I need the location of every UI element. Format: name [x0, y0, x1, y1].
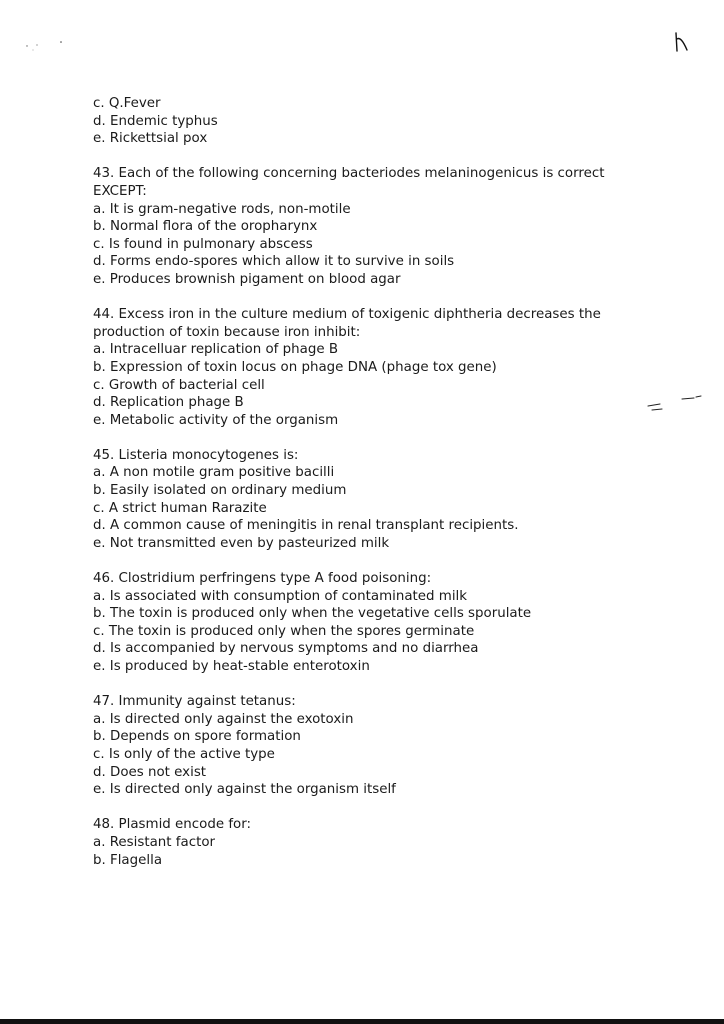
margin-dash-marks — [646, 392, 702, 414]
option-line: a. Is directed only against the exotoxin — [93, 711, 354, 727]
question-stem: 48. Plasmid encode for: — [93, 817, 252, 833]
option-line: d. Replication phage B — [93, 395, 244, 411]
intro-options — [93, 95, 693, 148]
option-line: c. Growth of bacterial cell — [93, 377, 265, 393]
option-line: d. Does not exist — [93, 764, 207, 780]
scan-specks — [24, 38, 68, 52]
question-47 — [93, 693, 693, 799]
option-line: e. Produces brownish pigament on blood agar — [93, 271, 401, 287]
question-stem: EXCEPT: — [93, 183, 147, 199]
option-line: d. A common cause of meningitis in renal transplant recipients. — [93, 518, 519, 534]
option-line: b. The toxin is produced only when the vegetative cells sporulate — [93, 606, 532, 622]
question-stem: 46. Clostridium perfringens type A food poisoning: — [93, 571, 432, 587]
question-stem: 43. Each of the following concerning bacteriodes melaninogenicus is correct — [93, 166, 605, 182]
option-line: a. Intracelluar replication of phage B — [93, 342, 339, 358]
option-line: b. Normal flora of the oropharynx — [93, 219, 318, 235]
option-line: b. Expression of toxin locus on phage DNA (phage tox gene) — [93, 359, 497, 375]
option-line: a. A non motile gram positive bacilli — [93, 465, 335, 481]
option-line: c. Is found in pulmonary abscess — [93, 236, 313, 252]
option-line: e. Is produced by heat-stable enterotoxin — [93, 659, 370, 674]
option-line: b. Flagella — [93, 852, 163, 868]
option-line: e. Metabolic activity of the organism — [93, 412, 339, 428]
handwritten-mark-icon — [672, 32, 690, 52]
question-43 — [93, 165, 693, 288]
question-44 — [93, 306, 693, 429]
option-line: c. Q.Fever — [93, 96, 161, 111]
option-line: e. Not transmitted even by pasteurized milk — [93, 535, 390, 551]
question-45 — [93, 447, 693, 553]
scan-bottom-edge — [0, 1019, 724, 1024]
option-line: d. Endemic typhus — [93, 113, 218, 129]
option-line: d. Is accompanied by nervous symptoms and no diarrhea — [93, 641, 479, 657]
option-line: a. It is gram-negative rods, non-motile — [93, 201, 351, 217]
option-line: c. A strict human Rarazite — [93, 500, 267, 516]
option-line: c. The toxin is produced only when the spores germinate — [93, 623, 475, 639]
question-stem: 44. Excess iron in the culture medium of toxigenic diphtheria decreases the — [93, 307, 601, 323]
option-line: a. Is associated with consumption of contaminated milk — [93, 588, 468, 604]
exam-content — [93, 95, 693, 887]
question-stem: 45. Listeria monocytogenes is: — [93, 447, 299, 463]
question-stem: 47. Immunity against tetanus: — [93, 694, 296, 710]
question-46 — [93, 570, 693, 676]
question-48 — [93, 816, 693, 869]
question-stem: production of toxin because iron inhibit: — [93, 324, 361, 340]
option-line: c. Is only of the active type — [93, 746, 275, 762]
option-line: a. Resistant factor — [93, 834, 216, 850]
option-line: d. Forms endo-spores which allow it to survive in soils — [93, 254, 455, 270]
option-line: b. Easily isolated on ordinary medium — [93, 483, 347, 499]
option-line: b. Depends on spore formation — [93, 729, 301, 745]
option-line: e. Is directed only against the organism itself — [93, 782, 396, 798]
option-line: e. Rickettsial pox — [93, 131, 208, 147]
